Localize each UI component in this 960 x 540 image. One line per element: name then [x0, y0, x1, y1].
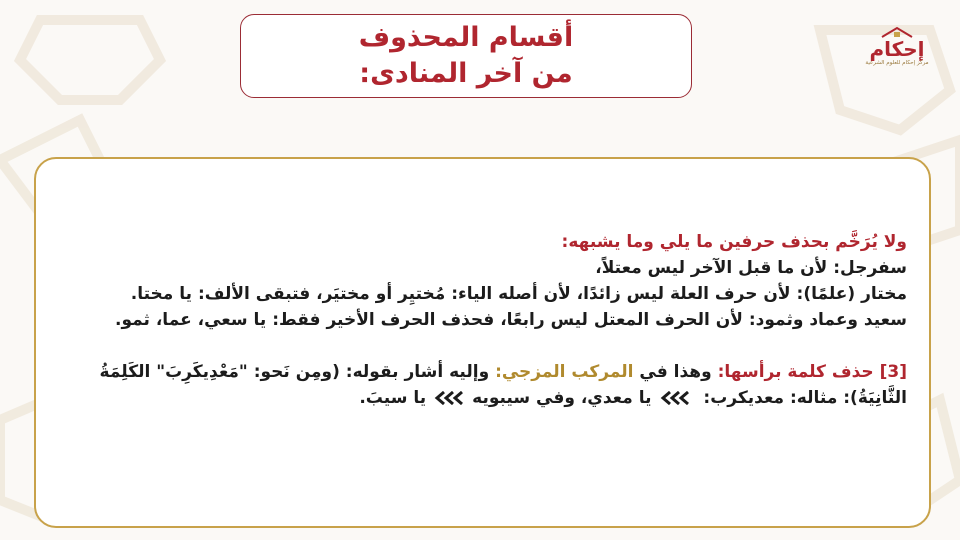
content-heading: ولا يُرَخَّم بحذف حرفين ما يلي وما يشبهه: [561, 232, 907, 252]
text-safarjal: لأن ما قبل الآخر ليس معتلاً، [595, 258, 834, 278]
term-alif: الألف: [197, 284, 250, 304]
chevron-arrow-icon [432, 391, 466, 405]
text-mukhtar-1: لأن حرف العلة ليس زائدًا، لأن أصله الياء: مُختيِر أو مختيَر، فتبقى [249, 284, 797, 304]
paragraph-gap [47, 333, 907, 359]
content-text [47, 229, 907, 411]
line-safarjal [47, 255, 907, 281]
line-saeed: سعيد وعماد وثمود: لأن الحرف المعتل ليس رابعًا، فحذف الحرف الأخير فقط: يا سعي، عما، ثمو. [115, 310, 907, 330]
section-3-term: المركب المزجي: [495, 362, 634, 382]
section-3-number: [3] [879, 362, 907, 382]
term-safarjal: سفرجل: [833, 258, 907, 278]
example-1: يا معدي، وفي سيبويه [472, 388, 652, 408]
section-3-text-2: وإليه أشار بقوله: (ومِن نَحو: "مَعْدِيكَرِبَ" الكَلِمَةُ الثَّانِيَةُ): مثاله: معديكرب: [99, 362, 907, 408]
title-line-1: أقسام المحذوف [358, 22, 574, 53]
logo [862, 26, 932, 100]
example-2: يا سيبَ. [359, 388, 427, 408]
section-3 [47, 359, 907, 411]
chevron-arrow-icon [658, 391, 692, 405]
section-3-text-1: وهذا في [633, 362, 718, 382]
text-mukhtar-2: يا مختا. [130, 284, 198, 304]
logo-name: إحكام [869, 37, 925, 61]
term-mukhtar: مختار (علمًا): [796, 284, 907, 304]
logo-subtitle: مركز إحكام للعلوم الشرعية [865, 60, 929, 66]
line-mukhtar [47, 281, 907, 307]
title-line-2: من آخر المنادى: [359, 58, 573, 89]
title-box [240, 14, 692, 98]
section-3-heading: حذف كلمة برأسها: [717, 362, 880, 382]
content-box [34, 157, 931, 528]
